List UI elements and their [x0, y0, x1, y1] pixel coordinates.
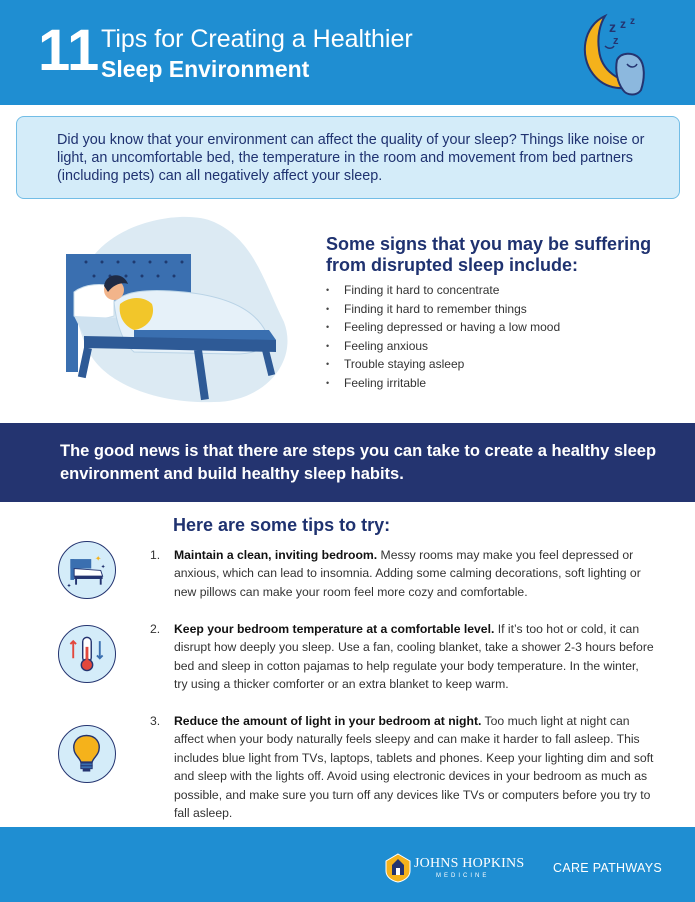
bullet-icon: • — [326, 285, 330, 295]
tip-body — [174, 712, 655, 822]
tip-number: 1. — [150, 548, 161, 562]
program-name: CARE PATHWAYS — [553, 861, 663, 875]
woman-in-bed-illustration — [44, 212, 314, 410]
sign-text: Feeling irritable — [344, 375, 427, 390]
list-item — [326, 301, 560, 320]
sign-text: Finding it hard to concentrate — [344, 283, 500, 297]
list-item — [326, 375, 560, 394]
intro-box — [16, 116, 680, 199]
good-news-text: The good news is that there are steps you can take to create a healthy sleep environment and build healthy sleep habits. — [60, 442, 657, 483]
good-news-banner — [0, 423, 695, 502]
thermometer-icon — [58, 625, 116, 683]
tip-body — [174, 546, 655, 601]
signs-heading: Some signs that you may be suffering from disrupted sleep include: — [326, 234, 652, 275]
signs-list — [326, 282, 560, 393]
sign-text: Trouble staying asleep — [344, 357, 465, 371]
svg-text:✦: ✦ — [66, 583, 72, 590]
tip-number: 3. — [150, 714, 161, 728]
list-item — [326, 319, 560, 338]
list-item — [326, 338, 560, 357]
sleeping-moon-icon — [575, 12, 655, 100]
bed-icon — [58, 541, 116, 599]
org-subtitle: MEDICINE — [436, 873, 490, 879]
tip-heading: Keep your bedroom temperature at a comfortable level. — [174, 622, 495, 636]
tip-body — [174, 620, 655, 694]
tip-heading: Reduce the amount of light in your bedroom at night. — [174, 714, 482, 728]
org-name: JOHNS HOPKINS — [414, 856, 525, 871]
tip-text: If it’s too hot or cold, it can disrupt how deeply you sleep. Use a fan, cooling blanket, take a shower 2-3 hours before bed and sleep in cotton pajamas to help regulate your body temperature. In the winter, try using a thicker comforter or an extra blanket to keep warm. — [174, 622, 654, 692]
svg-text:z: z — [613, 35, 619, 47]
bullet-icon: • — [326, 340, 330, 351]
johns-hopkins-shield-icon — [385, 853, 411, 883]
tip-1 — [150, 546, 655, 601]
tip-count: 11 — [38, 18, 100, 83]
svg-text:z: z — [620, 17, 626, 31]
tip-number: 2. — [150, 622, 161, 636]
svg-text:✦: ✦ — [95, 553, 102, 563]
sign-text: Finding it hard to remember things — [344, 301, 527, 316]
bullet-icon: • — [326, 377, 330, 388]
bullet-icon: • — [326, 303, 330, 314]
svg-text:z: z — [630, 16, 635, 27]
sign-text: Feeling depressed or having a low mood — [344, 320, 561, 334]
svg-text:z: z — [609, 19, 616, 35]
tip-heading: Maintain a clean, inviting bedroom. — [174, 548, 378, 562]
tip-text: Messy rooms may make you feel depressed or anxious, which can lead to insomnia. Adding some calming decorations, soft lighting or new pillows can make your room feel more cozy and comfortable. — [174, 548, 641, 599]
lightbulb-icon — [58, 725, 116, 783]
bullet-icon: • — [326, 359, 330, 369]
tip-2 — [150, 620, 655, 694]
list-item — [326, 356, 560, 375]
title-line-2: Sleep Environment — [101, 56, 310, 82]
tip-3 — [150, 712, 655, 822]
tips-heading: Here are some tips to try: — [173, 515, 391, 535]
svg-text:✦: ✦ — [100, 564, 106, 571]
title-line-1: Tips for Creating a Healthier — [101, 25, 413, 53]
list-item — [326, 282, 560, 301]
intro-text: Did you know that your environment can affect the quality of your sleep? Things like noise or light, an uncomfortable bed, the temperature in the room and movement from bed partners (including pets) can all negatively affect your sleep. — [57, 132, 645, 184]
tip-text: Too much light at night can affect when your body naturally feels sleepy and can make it harder to fall asleep. This includes blue light from TVs, laptops, tablets and phones. Keep your lighting dim and soft and sleep with the lights off. Avoid using electronic devices in your bedroom as much as possible, and make sure you turn off any devices like TVs or computers before you try to fall asleep. — [174, 714, 654, 821]
sign-text: Feeling anxious — [344, 338, 429, 353]
bullet-icon: • — [326, 322, 330, 332]
